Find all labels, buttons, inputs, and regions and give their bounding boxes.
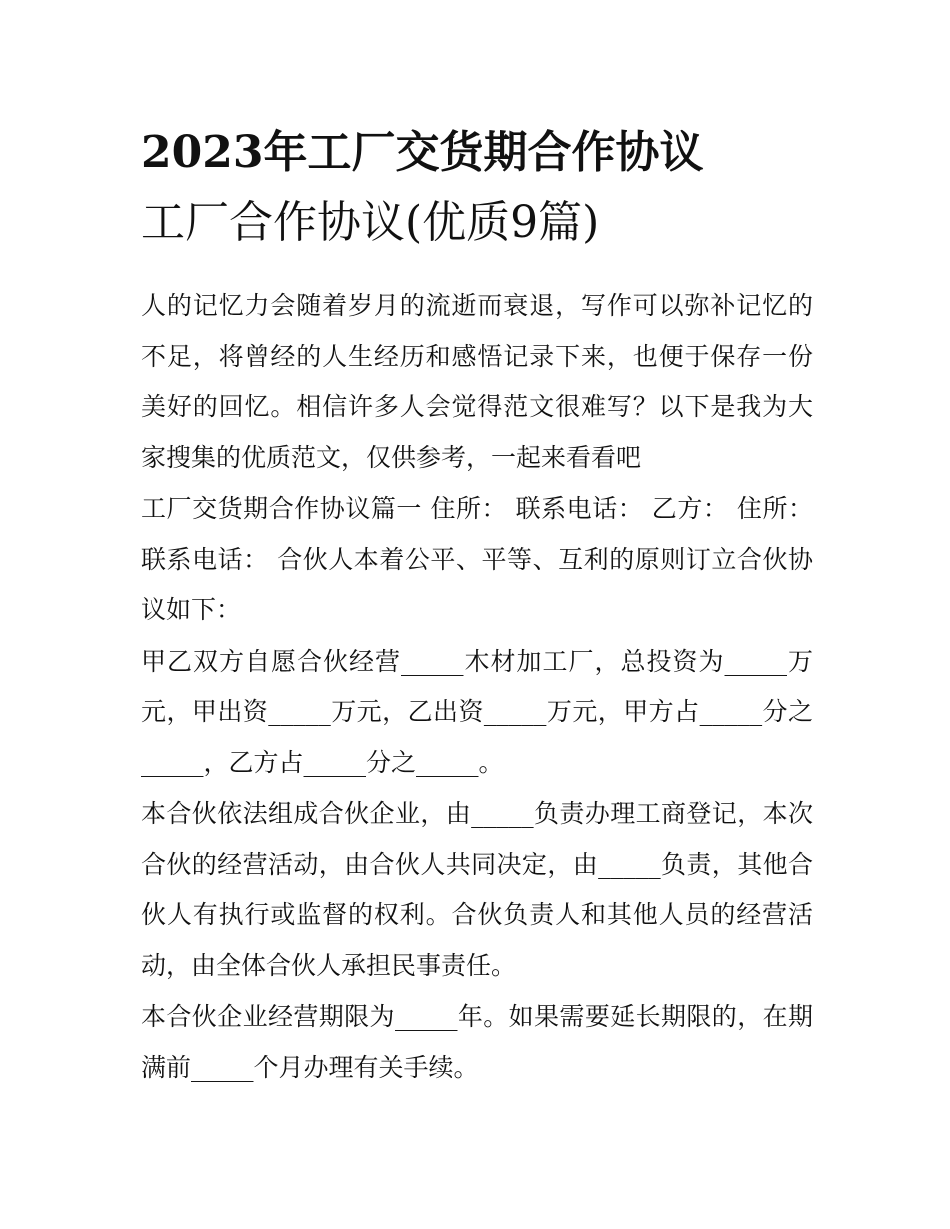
agreement-paragraph-3: 本合伙依法组成合伙企业，由_____负责办理工商登记，本次合伙的经营活动，由合伙人共同决定，由_____负责，其他合伙人有执行或监督的权利。合伙负责人和其他人员的经营活动，由全体合伙人承担民事责任。	[141, 799, 813, 980]
agreement-paragraph-1: 工厂交货期合作协议篇一 住所： 联系电话： 乙方： 住所： 联系电话： 合伙人本着公平、平等、互利的原则订立合伙协议如下：	[141, 494, 813, 624]
intro-paragraph: 人的记忆力会随着岁月的流逝而衰退，写作可以弥补记忆的不足，将曾经的人生经历和感悟记录下来，也便于保存一份美好的回忆。相信许多人会觉得范文很难写？以下是我为大家搜集的优质范文，仅供参考，一起来看看吧	[141, 291, 813, 472]
title-line-2: 工厂合作协议(优质9篇)	[141, 197, 600, 248]
document-body	[141, 118, 813, 1094]
agreement-paragraph-2: 甲乙双方自愿合伙经营_____木材加工厂，总投资为_____万元，甲出资_____万元，乙出资_____万元，甲方占_____分之_____，乙方占_____分之_____。	[141, 646, 813, 777]
document-title	[141, 118, 813, 264]
title-line-1: 2023年工厂交货期合作协议	[141, 127, 704, 178]
agreement-paragraph-4: 本合伙企业经营期限为_____年。如果需要延长期限的，在期满前_____个月办理有关手续。	[141, 1002, 813, 1082]
